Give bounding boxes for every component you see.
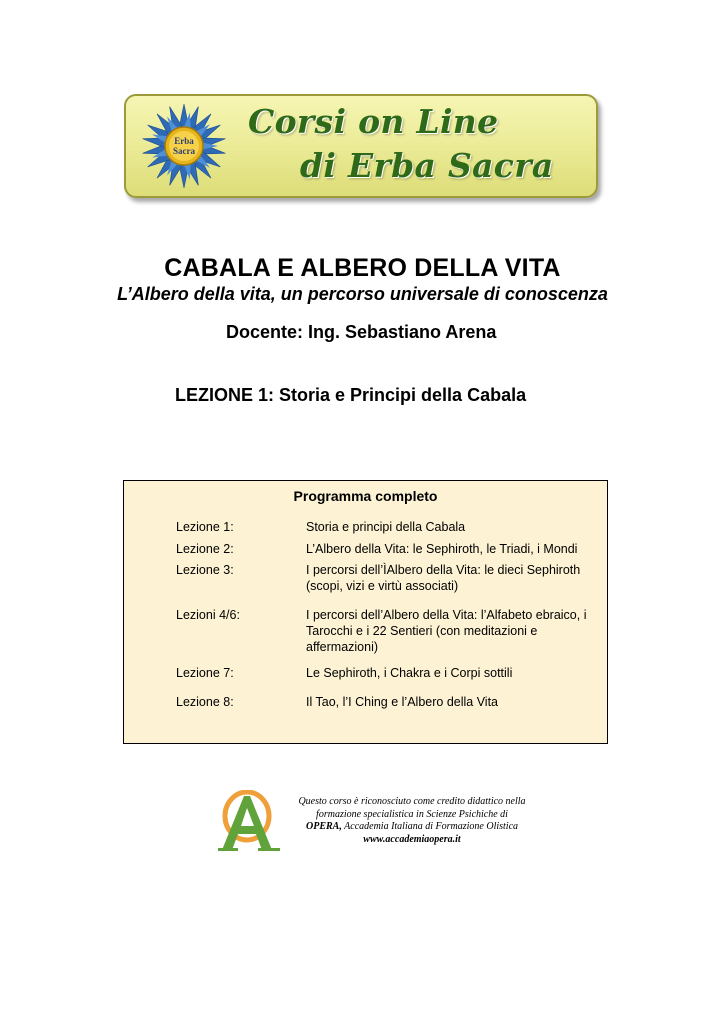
banner-title-line-1: Corsi on Line [248, 102, 499, 141]
row-text: I percorsi dell’ÌAlbero della Vita: le dieci Sephiroth (scopi, vizi e virtù associati) [306, 563, 581, 593]
opera-full-name: Accademia Italiana di Formazione Olistica [341, 821, 519, 832]
row-label: Lezione 3: [176, 563, 234, 577]
lesson-heading: LEZIONE 1: Storia e Principi della Cabala [175, 385, 527, 405]
opera-name: OPERA, [305, 821, 342, 832]
teacher-line: Docente: Ing. Sebastiano Arena [226, 322, 497, 342]
credit-line-1: Questo corso è riconosciuto come credito didattico nella [298, 796, 526, 807]
program-title: Programma completo [293, 488, 438, 504]
program-box [123, 480, 608, 744]
opera-credit-note [292, 796, 532, 846]
row-label: Lezioni 4/6: [176, 608, 240, 622]
opera-academy-logo-icon [214, 790, 284, 852]
logo-word-1: Erba [174, 136, 194, 146]
row-text: Le Sephiroth, i Chakra e i Corpi sottili [306, 666, 513, 680]
website-url[interactable]: www.accademiaopera.it [363, 833, 461, 845]
document-title: CABALA E ALBERO DELLA VITA [164, 254, 561, 282]
row-label: Lezione 7: [176, 666, 234, 680]
row-label: Lezione 8: [176, 695, 234, 709]
document-subtitle: L’Albero della vita, un percorso universale di conoscenza [117, 284, 608, 304]
credit-line-2: formazione specialistica in Scienze Psichiche di [316, 808, 508, 820]
row-text: I percorsi dell’Albero della Vita: l’Alfabeto ebraico, i Tarocchi e i 22 Sentieri (con meditazioni e affermazioni) [306, 608, 587, 654]
row-label: Lezione 2: [176, 542, 234, 556]
logo-word-2: Sacra [173, 146, 195, 156]
row-text: L’Albero della Vita: le Sephiroth, le Triadi, i Mondi [306, 542, 578, 556]
banner-title-line-2: di Erba Sacra [300, 146, 554, 185]
course-banner [124, 94, 598, 198]
row-label: Lezione 1: [176, 520, 234, 534]
credit-line-3 [292, 821, 532, 834]
row-text: Storia e principi della Cabala [306, 520, 466, 534]
opera-website-link[interactable] [292, 834, 532, 847]
logo-wordmark [170, 136, 198, 156]
row-text: Il Tao, l’I Ching e l’Albero della Vita [306, 695, 499, 709]
